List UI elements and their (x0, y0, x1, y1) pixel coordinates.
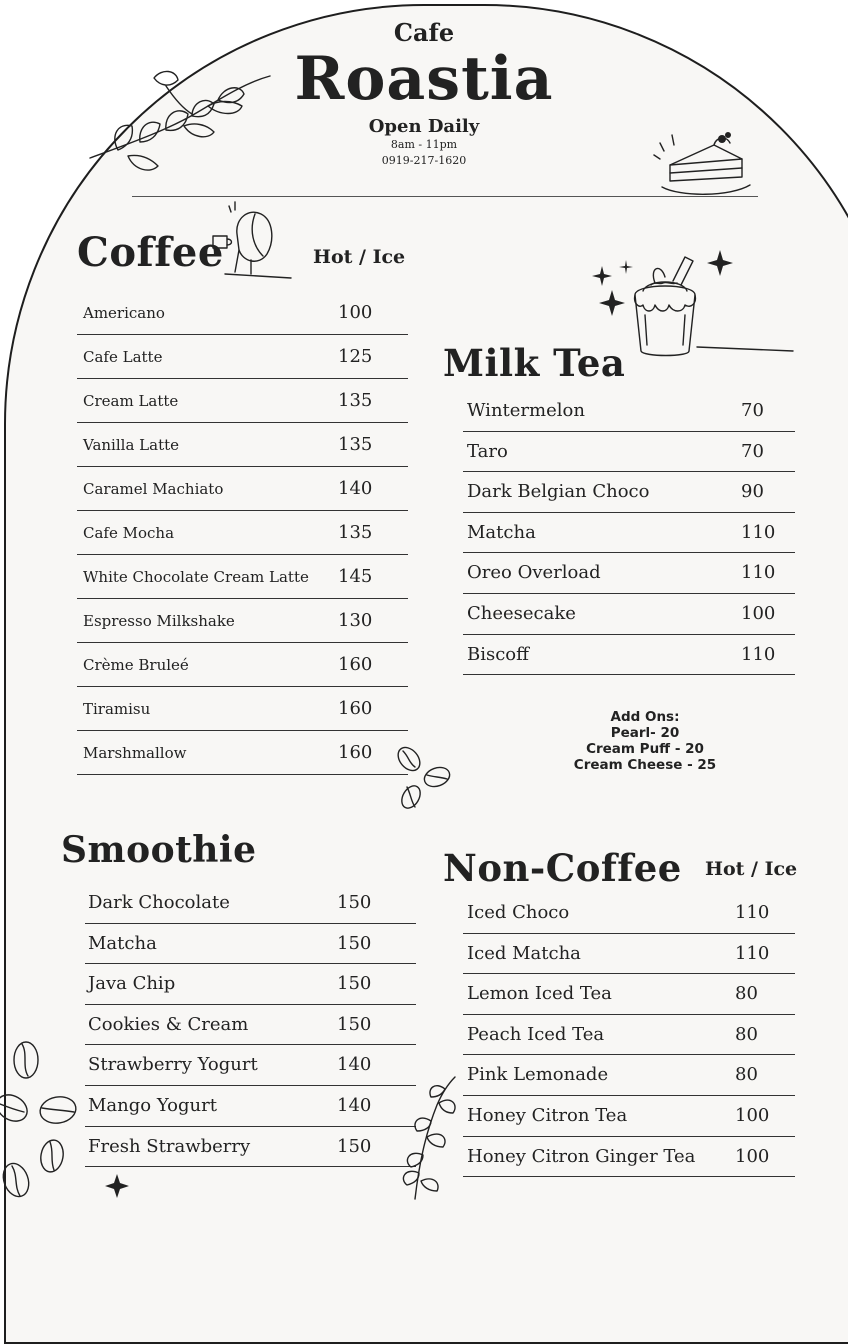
item-name: Cafe Latte (83, 348, 163, 366)
item-name: Cream Latte (83, 392, 179, 410)
cafe-label: Cafe (393, 18, 455, 47)
menu-row (463, 594, 795, 635)
add-on-line: Cream Puff - 20 (586, 741, 704, 757)
item-name: Taro (467, 440, 508, 462)
item-name: Iced Matcha (467, 942, 581, 964)
item-name: Tiramisu (83, 700, 151, 718)
menu-row (463, 934, 795, 975)
coffee-beans-icon (0, 1038, 82, 1200)
item-name: Dark Belgian Choco (467, 481, 650, 503)
milk-tea-menu-list (463, 391, 795, 675)
item-name: Caramel Machiato (83, 480, 224, 498)
coffee-section-title: Coffee (77, 229, 224, 276)
smoothie-menu-list (85, 883, 416, 1167)
add-on-line: Pearl- 20 (610, 725, 680, 741)
item-price: 135 (338, 434, 373, 455)
item-name: Honey Citron Ginger Tea (467, 1145, 696, 1167)
item-price: 100 (338, 302, 373, 323)
item-name: Americano (83, 304, 165, 322)
sparkle-icon (104, 1172, 130, 1200)
item-price: 150 (337, 1013, 372, 1035)
menu-row (463, 1055, 795, 1096)
menu-row (463, 1096, 795, 1137)
menu-row (85, 1086, 416, 1127)
leaf-branch-icon (385, 1075, 463, 1200)
smoothie-section-title: Smoothie (61, 829, 257, 871)
menu-row (85, 1127, 416, 1168)
item-name: Cafe Mocha (83, 524, 175, 542)
menu-row (85, 1045, 416, 1086)
coffee-beans-icon (395, 745, 457, 813)
menu-row (77, 511, 408, 555)
item-name: Dark Chocolate (88, 892, 230, 913)
item-name: Lemon Iced Tea (467, 983, 612, 1005)
item-name: Java Chip (88, 973, 176, 995)
add-ons-block (560, 709, 730, 773)
item-price: 135 (338, 522, 373, 543)
add-on-line: Cream Cheese - 25 (573, 757, 717, 773)
item-name: Wintermelon (467, 400, 585, 421)
menu-row (463, 391, 795, 432)
item-price: 140 (337, 1094, 372, 1116)
item-price: 70 (741, 400, 764, 421)
open-daily: Open Daily (368, 116, 480, 137)
item-name: Strawberry Yogurt (88, 1054, 258, 1076)
menu-row (77, 643, 408, 687)
menu-row (77, 599, 408, 643)
item-price: 135 (338, 390, 373, 411)
menu-row (85, 1005, 416, 1046)
item-name: Honey Citron Tea (467, 1104, 628, 1126)
menu-row (463, 893, 795, 934)
item-name: Oreo Overload (467, 562, 601, 584)
menu-row (85, 924, 416, 965)
opening-hours: 8am - 11pm (390, 138, 458, 151)
cake-slice-icon (650, 125, 760, 200)
item-price: 110 (735, 902, 770, 923)
item-price: 160 (338, 654, 373, 675)
item-price: 100 (735, 1104, 770, 1126)
item-price: 130 (338, 610, 373, 631)
item-name: Mango Yogurt (88, 1094, 217, 1116)
add-ons-title: Add Ons: (610, 709, 680, 725)
item-name: Cheesecake (467, 602, 576, 624)
menu-row (77, 687, 408, 731)
leaf-branch-icon (88, 66, 273, 178)
item-price: 100 (735, 1145, 770, 1167)
item-price: 140 (337, 1054, 372, 1076)
item-name: Biscoff (467, 643, 529, 665)
item-price: 150 (337, 932, 372, 954)
menu-row (463, 432, 795, 473)
item-name: Peach Iced Tea (467, 1023, 605, 1045)
menu-row (85, 883, 416, 924)
phone-number: 0919-217-1620 (381, 154, 467, 167)
coffee-menu-list (77, 291, 408, 775)
item-price: 110 (735, 942, 770, 964)
item-name: Crème Bruleé (83, 656, 189, 674)
non-coffee-section-title: Non-Coffee (443, 846, 682, 890)
coffee-bean-mascot-icon (205, 200, 297, 282)
menu-row (85, 964, 416, 1005)
menu-row (463, 1015, 795, 1056)
item-price: 140 (338, 478, 373, 499)
item-name: Matcha (88, 932, 157, 954)
menu-row (77, 291, 408, 335)
item-price: 110 (741, 643, 776, 665)
menu-row (77, 335, 408, 379)
item-name: Pink Lemonade (467, 1064, 609, 1086)
non-coffee-hot-ice-label: Hot / Ice (705, 858, 798, 880)
item-price: 150 (337, 973, 372, 995)
menu-row (77, 423, 408, 467)
menu-row (463, 635, 795, 676)
item-name: Marshmallow (83, 744, 187, 762)
milk-tea-section-title: Milk Tea (443, 341, 626, 385)
item-name: Espresso Milkshake (83, 612, 235, 630)
menu-row (463, 1137, 795, 1178)
item-price: 100 (741, 602, 776, 624)
menu-row (463, 472, 795, 513)
item-name: Matcha (467, 521, 536, 543)
item-price: 70 (741, 440, 764, 462)
item-price: 125 (338, 346, 373, 367)
item-price: 160 (338, 742, 373, 763)
coffee-hot-ice-label: Hot / Ice (313, 246, 406, 268)
menu-row (77, 731, 408, 775)
menu-row (77, 379, 408, 423)
item-price: 110 (741, 562, 776, 584)
menu-row (463, 974, 795, 1015)
item-name: Vanilla Latte (83, 436, 179, 454)
item-price: 80 (735, 983, 758, 1005)
item-price: 80 (735, 1064, 758, 1086)
item-price: 145 (338, 566, 373, 587)
item-price: 110 (741, 521, 776, 543)
item-price: 160 (338, 698, 373, 719)
item-price: 80 (735, 1023, 758, 1045)
menu-row (463, 513, 795, 554)
item-name: Fresh Strawberry (88, 1135, 251, 1157)
item-price: 90 (741, 481, 764, 503)
cafe-name: Roastia (294, 44, 554, 114)
item-name: Iced Choco (467, 902, 570, 923)
non-coffee-menu-list (463, 893, 795, 1177)
item-price: 150 (337, 1135, 372, 1157)
menu-row (77, 467, 408, 511)
item-price: 150 (337, 892, 372, 913)
item-name: White Chocolate Cream Latte (83, 568, 309, 586)
item-name: Cookies & Cream (88, 1013, 249, 1035)
menu-row (77, 555, 408, 599)
dessert-drink-icon (625, 255, 795, 360)
menu-row (463, 553, 795, 594)
